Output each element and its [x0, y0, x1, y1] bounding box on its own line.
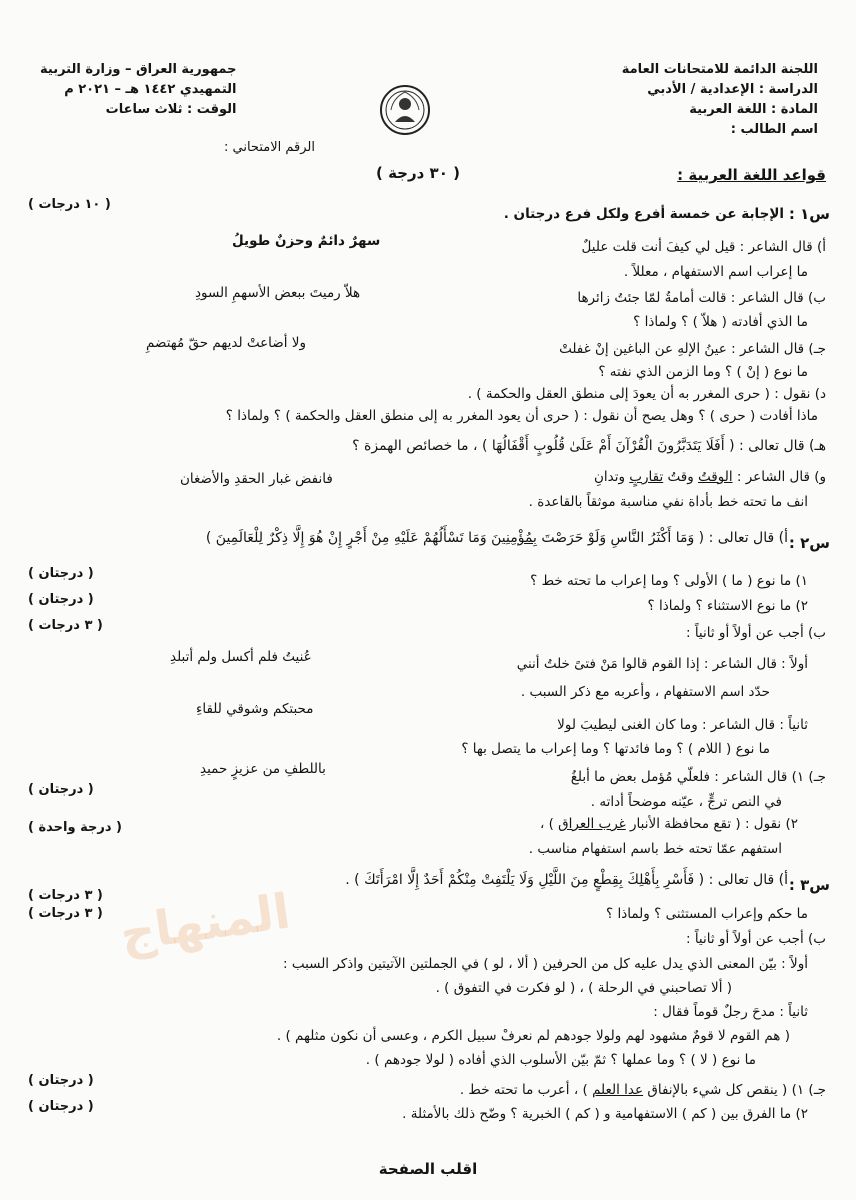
committee-name: اللجنة الدائمة للامتحانات العامة: [621, 62, 818, 77]
q2-b2-question: ما نوع ( اللام ) ؟ وما فائدتها ؟ وما إعراب ما يتصل بها ؟: [461, 741, 770, 757]
study-branch: الدراسة : الإعدادية / الأدبي: [647, 82, 818, 97]
q1-label: س١ :: [788, 205, 830, 223]
q2-a1: ١) ما نوع ( ما ) الأولى ؟ وما إعراب ما تحته خط ؟: [530, 573, 808, 589]
q3-a-question: ما حكم وإعراب المستثنى ؟ ولماذا ؟: [606, 906, 808, 922]
q3-b2-example: ( هم القوم لا قومٌ مشهود لهم ولولا جودهم لم نعرفْ سبيل الكرم ، وعسى أن نكون مثلهم ) .: [276, 1028, 790, 1044]
q2-b2-verse2: محبتكم وشوقي للقاءِ: [196, 701, 314, 717]
q1-d-line1: د) نقول : ( حرى المغرر به أن يعودَ إلى منطق العقل والحكمة ) .: [467, 386, 826, 402]
q3-b-intro: ب) أجب عن أولاً أو ثانياً :: [685, 931, 826, 947]
q1-f-suffix: وتدانِ: [593, 469, 630, 485]
q3-c2-marks: ( درجتان ): [28, 1099, 94, 1114]
exam-year: التمهيدي ١٤٤٢ هـ – ٢٠٢١ م: [64, 82, 237, 97]
q2-c1-verse: جـ) ١) قال الشاعر : فلعلّي مُؤمل بعض ما أبلغُ: [570, 769, 826, 785]
q1-f-underlined-nearness: تقاربٍ: [629, 469, 664, 485]
q3-b1: أولاً : بيّن المعنى الذي يدل عليه كل من الحرفين ( ألا ، لو ) في الجملتين الآتيتين واذكر السبب :: [282, 956, 808, 972]
exam-time: الوقت : ثلاث ساعات: [105, 102, 237, 117]
student-name-label: اسم الطالب :: [730, 122, 818, 137]
q1-f-middle: وقتُ: [663, 469, 699, 485]
q2-label: س٢ :: [788, 534, 830, 552]
q2-c2-post: ) ،: [539, 816, 559, 832]
q3-a-marks: ( ٣ درجات ): [28, 888, 103, 903]
section-marks: ( ٣٠ درجة ): [376, 164, 460, 182]
watermark-logo: المنهاج: [116, 883, 294, 963]
q2-a2-marks: ( درجتان ): [28, 592, 94, 607]
q2-c1-verse2: باللطفِ من عزيزٍ حميدِ: [200, 761, 326, 777]
q1-b-verse: ب) قال الشاعر : قالت أمامةُ لمّا جئتُ زائرها: [577, 290, 826, 306]
q2-a1-marks: ( درجتان ): [28, 566, 94, 581]
exam-number-label: الرقم الامتحاني :: [224, 140, 315, 155]
q2-a2: ٢) ما نوع الاستثناء ؟ ولماذا ؟: [647, 598, 808, 614]
q3-c1-post: ) ، أعرب ما تحته خط .: [459, 1082, 593, 1098]
q3-b2: ثانياً : مدحَ رجلٌ قوماً فقال :: [653, 1004, 808, 1020]
q1-e-line: هـ) قال تعالى : ( أَفَلَا يَتَدَبَّرُونَ الْقُرْآنَ أَمْ عَلَىٰ قُلُوبٍ أَقْفَالُهَا ) ، ما خصائص الهمزة ؟: [352, 438, 826, 454]
turn-page-footer: اقلب الصفحة: [378, 1160, 478, 1178]
q1-d-line2: ماذا أفادت ( حرى ) ؟ وهل يصح أن نقول : ( حرى أن يعود المغرر به إلى منطق العقل والحكمة ) ؟ ولماذا ؟: [225, 408, 818, 424]
q1-f-question: انف ما تحته خط بأداة نفي مناسبة موثقاً بالقاعدة .: [528, 494, 808, 510]
q3-c1-pre: جـ) ١) ( ينقص كل شيء بالإنفاق: [643, 1082, 826, 1098]
q2-c2-question: استفهم عمّا تحته خط باسم استفهام مناسب .: [528, 841, 782, 857]
header-right: [622, 60, 818, 140]
q2-c2-underlined: غرب العراق: [558, 816, 626, 832]
q2-b2-verse: ثانياً : قال الشاعر : وما كان الغنى ليطيبَ لولا: [557, 717, 808, 733]
q3-b1-example: ( ألا تصاحبني في الرحلة ) ، ( لو فكرت في التفوق ) .: [435, 980, 732, 996]
q2-b-marks: ( ٣ درجات ): [28, 618, 103, 633]
q3-c2: ٢) ما الفرق بين ( كم ) الاستفهامية و ( كم ) الخبرية ؟ وضّح ذلك بالأمثلة .: [402, 1106, 808, 1122]
q3-label: س٣ :: [788, 876, 830, 894]
q1-c-verse2: ولا أضاعتْ لديهم حقّ مُهتضمِ: [146, 335, 307, 351]
q3-c1-underlined: عدا العلم: [592, 1082, 644, 1098]
q2-c2-marks: ( درجة واحدة ): [28, 820, 122, 835]
q3-c1-line: [460, 1081, 826, 1100]
q2-c2-pre: ٢) نقول : ( تقع محافظة الأنبار: [625, 816, 798, 832]
ministry-seal-icon: [379, 84, 431, 136]
q1-f-verse2: فانفض غبار الحقدِ والأضغان: [180, 471, 333, 487]
q2-b-intro: ب) أجب عن أولاً أو ثانياً :: [685, 625, 826, 641]
q1-marks: ( ١٠ درجات ): [28, 197, 111, 212]
q2-c1-question: في النص ترجٍّ ، عيّنه موضحاً أداته .: [590, 794, 782, 810]
q3-b2-question: ما نوع ( لا ) ؟ وما عملها ؟ ثمّ بيّن الأسلوب الذي أفاده ( لولا جودهم ) .: [365, 1052, 756, 1068]
q2-c1-marks: ( درجتان ): [28, 782, 94, 797]
republic-ministry: جمهورية العراق – وزارة التربية: [40, 62, 237, 77]
q1-a-question: ما إعراب اسم الاستفهام ، معللاً .: [623, 264, 808, 280]
q2-verse-post: وَمَا تَسْأَلُهُمْ عَلَيْهِ مِنْ أَجْرٍ إِنْ هُوَ إِلَّا ذِكْرٌ لِلْعَالَمِينَ ): [205, 530, 492, 546]
q1-b-verse2: هلاّ رميتَ ببعض الأسهمِ السودِ: [195, 285, 361, 301]
q1-a-verse2: سهرٌ دائمٌ وحزنٌ طويلُ: [232, 233, 381, 249]
q1-a-verse: أ) قال الشاعر : قيل لي كيفَ أنت قلت عليلٌ: [581, 239, 826, 255]
q2-verse: [206, 530, 788, 546]
q1-f-verse: [594, 468, 826, 487]
q2-b1-question: حدّد اسم الاستفهام ، وأعربه مع ذكر السبب .: [520, 684, 770, 700]
q3-verse: أ) قال تعالى : ( فَأَسْرِ بِأَهْلِكَ بِقِطْعٍ مِنَ اللَّيْلِ وَلَا يَلْتَفِتْ مِنْكُمْ أَحَدٌ إِلَّا امْرَأَتَكَ ) .: [345, 872, 788, 888]
q1-b-question: ما الذي أفادته ( هلاّ ) ؟ ولماذا ؟: [633, 314, 808, 330]
q2-b1-verse: أولاً : قال الشاعر : إذا القوم قالوا مَنْ فتىً خلتُ أنني: [516, 656, 808, 672]
header-left: [40, 60, 237, 120]
q2-c2-line: [540, 815, 798, 834]
q1-intro: الإجابة عن خمسة أفرع ولكل فرع درجتان .: [503, 206, 784, 222]
q2-b1-verse2: عُنيتُ فلم أكسل ولم أتبلدِ: [170, 649, 312, 665]
q2-verse-underlined: بِمُؤْمِنِينَ: [491, 530, 537, 546]
q1-f-underlined-time: الوقتُ: [698, 469, 733, 485]
q1-c-question: ما نوع ( إنْ ) ؟ وما الزمن الذي نفته ؟: [598, 364, 808, 380]
section-title: قواعد اللغة العربية :: [677, 166, 826, 184]
subject: المادة : اللغة العربية: [689, 102, 818, 117]
q1-c-verse: جـ) قال الشاعر : عينُ الإلهِ عن الباغين إنْ غفلتْ: [559, 341, 826, 357]
q3-c1-marks: ( درجتان ): [28, 1073, 94, 1088]
q3-b-marks: ( ٣ درجات ): [28, 906, 103, 921]
q1-f-prefix: و) قال الشاعر :: [732, 469, 826, 485]
q2-verse-pre: أ) قال تعالى : ( وَمَا أَكْثَرُ النَّاسِ وَلَوْ حَرَصْتَ: [536, 530, 788, 546]
